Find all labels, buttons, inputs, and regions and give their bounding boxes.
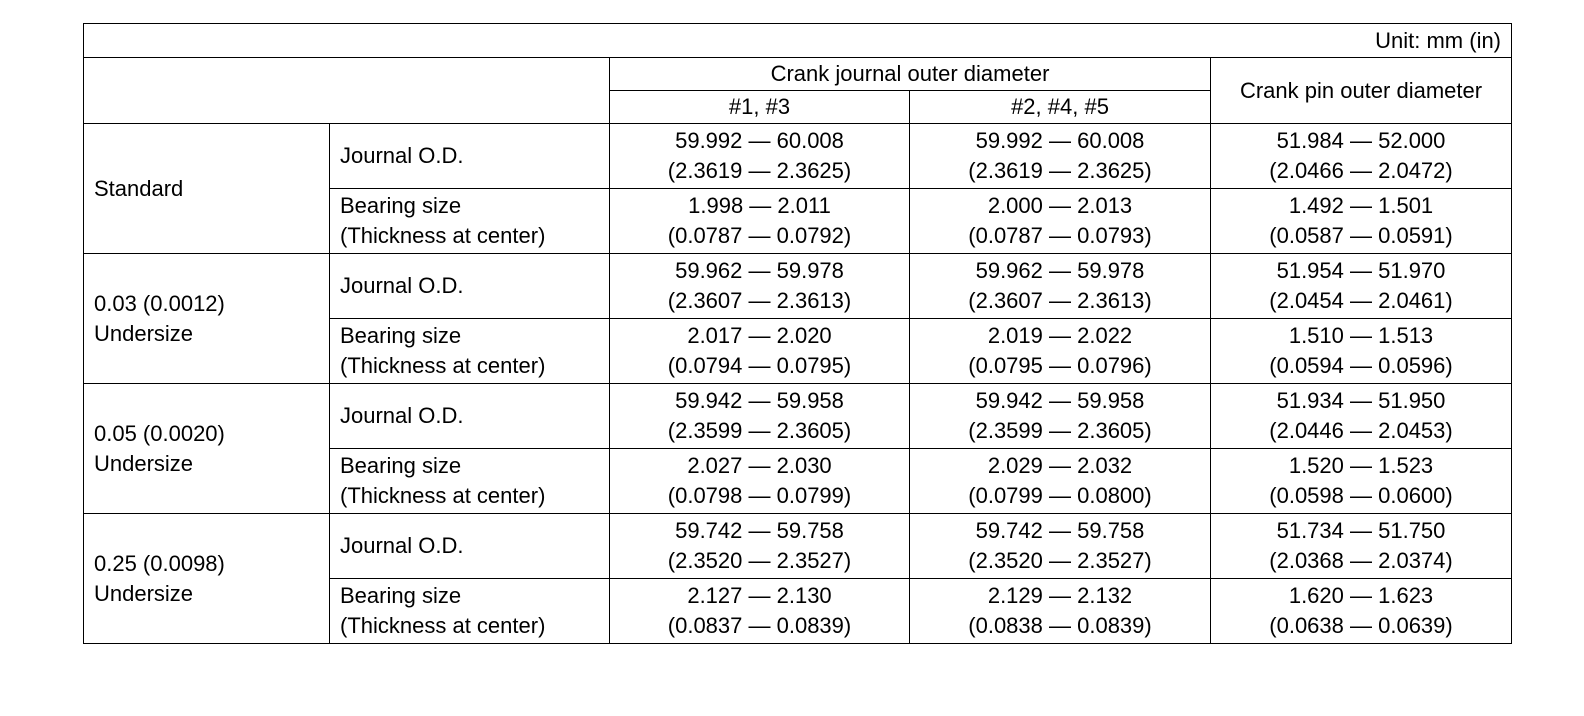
journal-13-value xyxy=(610,124,910,189)
item-label-cell-line-1: Journal O.D. xyxy=(340,143,464,168)
pin-value-line-1: 1.620 — 1.623 xyxy=(1288,583,1434,608)
category-cell xyxy=(84,514,330,644)
item-label-cell xyxy=(330,124,610,189)
item-label-cell xyxy=(330,449,610,514)
table-row xyxy=(84,124,1512,189)
journal-13-value-line-2: (2.3520 — 2.3527) xyxy=(667,548,852,573)
pin-value-line-2: (2.0446 — 2.0453) xyxy=(1269,418,1453,443)
item-label-cell-line-1: Journal O.D. xyxy=(340,273,464,298)
pin-value-line-1: 51.734 — 51.750 xyxy=(1276,518,1446,543)
header-journal-col-2: #2, #4, #5 xyxy=(910,91,1211,124)
pin-value-line-1: 51.984 — 52.000 xyxy=(1276,128,1446,153)
journal-245-value-line-2: (2.3520 — 2.3527) xyxy=(968,548,1152,573)
table-row xyxy=(84,384,1512,449)
journal-245-value xyxy=(910,384,1211,449)
journal-245-value xyxy=(910,514,1211,579)
journal-13-value-line-1: 59.742 — 59.758 xyxy=(675,518,844,543)
journal-245-value-line-1: 59.992 — 60.008 xyxy=(975,128,1145,153)
item-label-cell xyxy=(330,514,610,579)
item-label-cell xyxy=(330,384,610,449)
journal-245-value xyxy=(910,189,1211,254)
category-cell-line-1: 0.05 (0.0020) xyxy=(94,420,225,446)
journal-245-value-line-1: 2.129 — 2.132 xyxy=(987,583,1133,608)
pin-value xyxy=(1211,449,1512,514)
item-label-cell xyxy=(330,579,610,644)
item-label-cell xyxy=(330,254,610,319)
journal-13-value xyxy=(610,449,910,514)
journal-245-value xyxy=(910,579,1211,644)
pin-value-line-1: 51.934 — 51.950 xyxy=(1276,388,1446,413)
pin-value-line-2: (2.0466 — 2.0472) xyxy=(1269,158,1453,183)
journal-13-value-line-1: 2.017 — 2.020 xyxy=(687,323,832,348)
crank-spec-table xyxy=(83,23,1512,644)
header-blank-cell xyxy=(84,58,610,124)
item-label-cell-line-2: (Thickness at center) xyxy=(340,613,546,638)
journal-245-value-line-1: 2.019 — 2.022 xyxy=(987,323,1133,348)
item-label-cell-line-1: Journal O.D. xyxy=(340,403,464,428)
table-row xyxy=(84,254,1512,319)
pin-value xyxy=(1211,254,1512,319)
journal-245-value xyxy=(910,319,1211,384)
journal-13-value xyxy=(610,514,910,579)
journal-13-value-line-1: 59.942 — 59.958 xyxy=(675,388,844,413)
unit-row xyxy=(84,24,1512,58)
pin-value-line-2: (2.0454 — 2.0461) xyxy=(1269,288,1453,313)
item-label-cell xyxy=(330,319,610,384)
pin-value-line-1: 51.954 — 51.970 xyxy=(1276,258,1446,283)
journal-13-value-line-2: (0.0787 — 0.0792) xyxy=(667,223,852,248)
item-label-cell-line-1: Journal O.D. xyxy=(340,533,464,558)
journal-13-value xyxy=(610,384,910,449)
journal-13-value xyxy=(610,254,910,319)
journal-245-value-line-2: (2.3599 — 2.3605) xyxy=(968,418,1152,443)
journal-245-value xyxy=(910,124,1211,189)
item-label-cell-line-2: (Thickness at center) xyxy=(340,353,546,378)
item-label-cell xyxy=(330,189,610,254)
pin-value xyxy=(1211,384,1512,449)
journal-13-value-line-1: 2.027 — 2.030 xyxy=(687,453,832,478)
category-cell xyxy=(84,254,330,384)
journal-13-value-line-2: (2.3599 — 2.3605) xyxy=(667,418,852,443)
category-cell-line-1: 0.25 (0.0098) xyxy=(94,550,225,576)
journal-13-value-line-2: (0.0794 — 0.0795) xyxy=(667,353,852,378)
journal-13-value xyxy=(610,189,910,254)
category-cell-line-2: Undersize xyxy=(94,580,194,606)
journal-245-value-line-1: 2.000 — 2.013 xyxy=(987,193,1133,218)
journal-245-value-line-2: (0.0787 — 0.0793) xyxy=(968,223,1152,248)
journal-13-value-line-1: 2.127 — 2.130 xyxy=(687,583,832,608)
pin-value-line-2: (0.0638 — 0.0639) xyxy=(1269,613,1453,638)
journal-245-value-line-1: 2.029 — 2.032 xyxy=(987,453,1133,478)
journal-245-value xyxy=(910,449,1211,514)
category-cell-line-2: Undersize xyxy=(94,450,194,476)
pin-value xyxy=(1211,124,1512,189)
header-journal-col-1: #1, #3 xyxy=(610,91,910,124)
item-label-cell-line-1: Bearing size xyxy=(340,453,462,478)
journal-245-value-line-1: 59.962 — 59.978 xyxy=(975,258,1145,283)
category-cell xyxy=(84,124,330,254)
journal-245-value-line-1: 59.942 — 59.958 xyxy=(975,388,1145,413)
pin-value xyxy=(1211,189,1512,254)
journal-245-value-line-2: (0.0838 — 0.0839) xyxy=(968,613,1152,638)
pin-value-line-2: (0.0587 — 0.0591) xyxy=(1269,223,1453,248)
journal-13-value-line-2: (2.3607 — 2.3613) xyxy=(667,288,852,313)
journal-13-value-line-1: 1.998 — 2.011 xyxy=(688,193,831,218)
journal-245-value-line-2: (0.0795 — 0.0796) xyxy=(968,353,1152,378)
unit-label: Unit: mm (in) xyxy=(84,24,1512,58)
pin-value-line-2: (0.0598 — 0.0600) xyxy=(1269,483,1453,508)
item-label-cell-line-1: Bearing size xyxy=(340,583,462,608)
journal-13-value-line-1: 59.962 — 59.978 xyxy=(675,258,844,283)
header-pin-col: Crank pin outer diameter xyxy=(1211,58,1512,124)
pin-value xyxy=(1211,579,1512,644)
header-journal-group: Crank journal outer diameter xyxy=(610,58,1211,91)
journal-245-value-line-2: (2.3607 — 2.3613) xyxy=(968,288,1152,313)
pin-value xyxy=(1211,319,1512,384)
pin-value-line-1: 1.492 — 1.501 xyxy=(1288,193,1434,218)
pin-value xyxy=(1211,514,1512,579)
journal-13-value xyxy=(610,319,910,384)
category-cell-line-1: Standard xyxy=(94,175,184,201)
journal-245-value-line-2: (2.3619 — 2.3625) xyxy=(968,158,1152,183)
category-cell-line-1: 0.03 (0.0012) xyxy=(94,290,225,316)
item-label-cell-line-2: (Thickness at center) xyxy=(340,223,546,248)
journal-13-value-line-2: (0.0837 — 0.0839) xyxy=(667,613,852,638)
journal-13-value-line-1: 59.992 — 60.008 xyxy=(675,128,844,153)
journal-245-value xyxy=(910,254,1211,319)
pin-value-line-1: 1.520 — 1.523 xyxy=(1288,453,1434,478)
category-cell xyxy=(84,384,330,514)
category-cell-line-2: Undersize xyxy=(94,320,194,346)
item-label-cell-line-1: Bearing size xyxy=(340,323,462,348)
journal-13-value-line-2: (2.3619 — 2.3625) xyxy=(667,158,852,183)
journal-13-value-line-2: (0.0798 — 0.0799) xyxy=(667,483,852,508)
journal-245-value-line-1: 59.742 — 59.758 xyxy=(975,518,1145,543)
item-label-cell-line-1: Bearing size xyxy=(340,193,462,218)
journal-245-value-line-2: (0.0799 — 0.0800) xyxy=(968,483,1152,508)
header-row-1 xyxy=(84,58,1512,91)
pin-value-line-1: 1.510 — 1.513 xyxy=(1288,323,1434,348)
spec-table-body xyxy=(84,24,1512,644)
table-row xyxy=(84,514,1512,579)
pin-value-line-2: (2.0368 — 2.0374) xyxy=(1269,548,1453,573)
journal-13-value xyxy=(610,579,910,644)
pin-value-line-2: (0.0594 — 0.0596) xyxy=(1269,353,1453,378)
item-label-cell-line-2: (Thickness at center) xyxy=(340,483,546,508)
